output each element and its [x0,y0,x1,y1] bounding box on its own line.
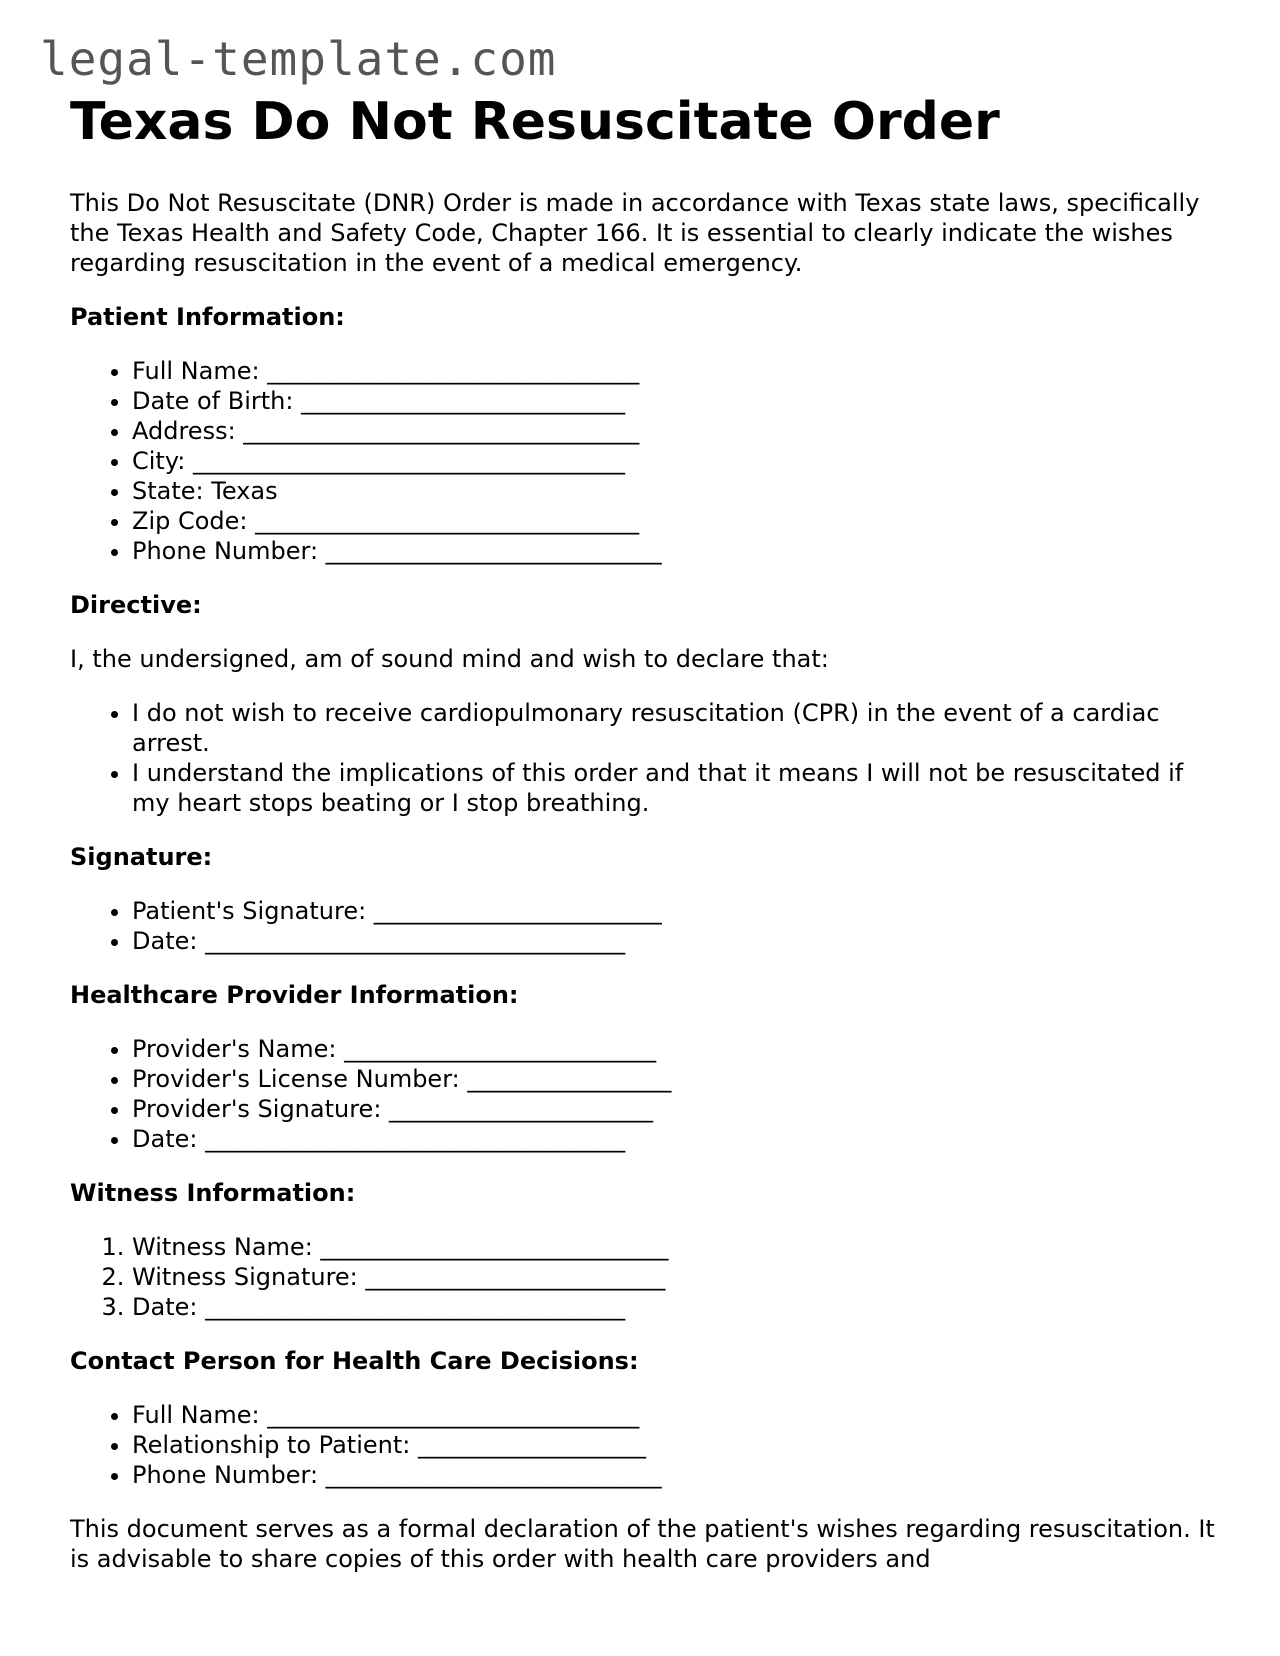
signature-heading: Signature: [70,843,213,871]
witness-name-field: 1. Witness Name: _____________________________ [132,1232,1220,1262]
directive-lead: I, the undersigned, am of sound mind and wish to declare that: [70,645,829,673]
witness-date-field: 3. Date: ___________________________________ [132,1292,1220,1322]
directive-heading: Directive: [70,591,202,619]
patient-info-heading: Patient Information: [70,303,345,331]
directive-item: • I do not wish to receive cardiopulmonary resuscitation (CPR) in the event of a cardiac arrest. [132,698,1220,758]
intro-paragraph: This Do Not Resuscitate (DNR) Order is made in accordance with Texas state laws, specifically the Texas Health and Safety Code, Chapter 166. It is essential to clearly indicate the wishes regarding resuscitation in the event of a medical emergency. [70,189,1200,277]
site-watermark: legal-template.com [40,32,557,86]
contact-phone-field: • Phone Number: ____________________________ [132,1460,1220,1490]
patient-dob-field: • Date of Birth: ___________________________ [132,386,1220,416]
contact-person-heading: Contact Person for Health Care Decisions: [70,1347,639,1375]
patient-info-list [70,356,1220,566]
provider-signature-field: • Provider's Signature: ______________________ [132,1094,1220,1124]
provider-date-field: • Date: ___________________________________ [132,1124,1220,1154]
patient-zip-field: • Zip Code: ________________________________ [132,506,1220,536]
document-page [70,92,1220,1574]
patient-address-field: • Address: _________________________________ [132,416,1220,446]
patient-full-name-field: • Full Name: _______________________________ [132,356,1220,386]
provider-license-field: • Provider's License Number: _________________ [132,1064,1220,1094]
patient-city-field: • City: ____________________________________ [132,446,1220,476]
directive-list [70,698,1220,818]
signature-list [70,896,1220,956]
page-title: Texas Do Not Resuscitate Order [70,92,1000,152]
provider-info-heading: Healthcare Provider Information: [70,981,519,1009]
contact-person-list [70,1400,1220,1490]
patient-signature-field: • Patient's Signature: ________________________ [132,896,1220,926]
patient-phone-field: • Phone Number: ____________________________ [132,536,1220,566]
signature-date-field: • Date: ___________________________________ [132,926,1220,956]
witness-info-heading: Witness Information: [70,1179,356,1207]
patient-state-field: • State: Texas [132,476,1220,506]
directive-item: • I understand the implications of this order and that it means I will not be resuscitated if my heart stops beating or I stop breathing. [132,758,1220,818]
provider-info-list [70,1034,1220,1154]
provider-name-field: • Provider's Name: __________________________ [132,1034,1220,1064]
witness-signature-field: 2. Witness Signature: _________________________ [132,1262,1220,1292]
witness-info-list [70,1232,1220,1322]
contact-relationship-field: • Relationship to Patient: ___________________ [132,1430,1220,1460]
contact-full-name-field: • Full Name: _______________________________ [132,1400,1220,1430]
closing-paragraph: This document serves as a formal declaration of the patient's wishes regarding resuscitation. It is advisable to share copies of this order with health care providers and [70,1515,1215,1573]
